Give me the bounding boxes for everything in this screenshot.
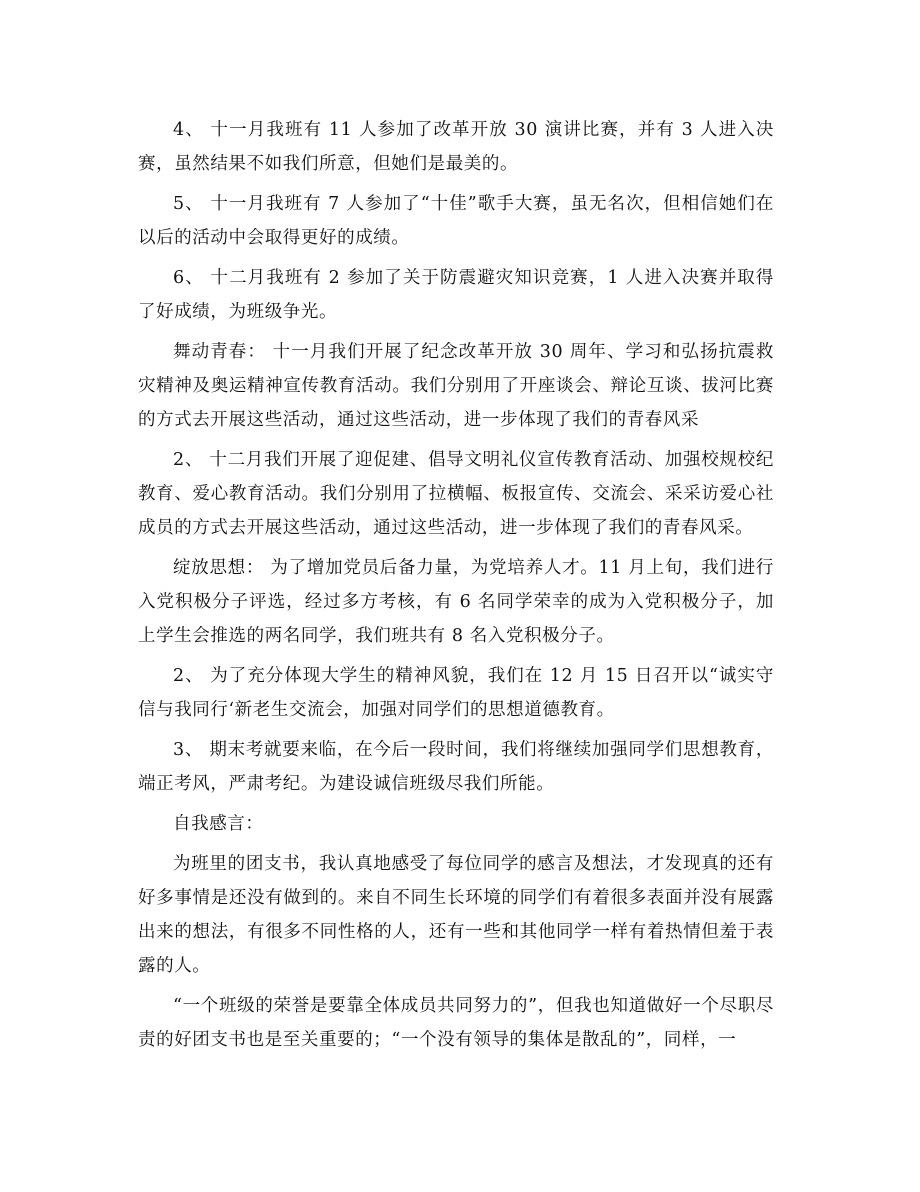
paragraph-reflection-1: 为班里的团支书，我认真地感受了每位同学的感言及想法，才发现真的还有好多事情是还没有做到的。来自不同生长环境的同学们有着很多表面并没有展露出来的想法，有很多不同性格的人，还有一些和其他同学一样有着热情但羞于表露的人。 [138, 854, 774, 976]
paragraph-item-4: 4、 十一月我班有 11 人参加了改革开放 30 演讲比赛，并有 3 人进入决赛，虽然结果不如我们所意，但她们是最美的。 [138, 120, 774, 174]
paragraph-final-exam: 3、 期末考就要来临，在今后一段时间，我们将继续加强同学们思想教育，端正考风，严肃考纪。为建设诚信班级尽我们所能。 [138, 740, 774, 794]
document-body [138, 113, 774, 1063]
section-heading-reflections: 自我感言： [173, 814, 264, 834]
paragraph-item-6: 6、 十二月我班有 2 参加了关于防震避灾知识竞赛，1 人进入决赛并取得了好成绩，为班级争光。 [138, 268, 774, 322]
paragraph-december-activities: 2、 十二月我们开展了迎促建、倡导文明礼仪宣传教育活动、加强校规校纪教育、爱心教育活动。我们分别用了拉横幅、板报宣传、交流会、采采访爱心社成员的方式去开展这些活动，通过这些活动，进一步体现了我们的青春风采。 [138, 450, 774, 538]
paragraph-dancing-youth: 舞动青春： 十一月我们开展了纪念改革开放 30 周年、学习和弘扬抗震救灾精神及奥运精神宣传教育活动。我们分别用了开座谈会、辩论互谈、拔河比赛的方式去开展这些活动，通过这些活动，进一步体现了我们的青春风采 [138, 342, 774, 430]
paragraph-reflection-2: “一个班级的荣誉是要靠全体成员共同努力的”，但我也知道做好一个尽职尽责的好团支书也是至关重要的；“一个没有领导的集体是散乱的”，同样，一 [138, 996, 774, 1050]
paragraph-item-5: 5、 十一月我班有 7 人参加了“十佳”歌手大赛，虽无名次，但相信她们在以后的活动中会取得更好的成绩。 [138, 194, 774, 248]
paragraph-blooming-thought: 绽放思想： 为了增加党员后备力量，为党培养人才。11 月上旬，我们进行入党积极分子评选，经过多方考核，有 6 名同学荣幸的成为入党积极分子，加上学生会推选的两名同学，我们班共有 8 名入党积极分子。 [138, 558, 774, 646]
paragraph-integrity-meeting: 2、 为了充分体现大学生的精神风貌，我们在 12 月 15 日召开以“诚实守信与我同行‘新老生交流会，加强对同学们的思想道德教育。 [138, 666, 774, 720]
